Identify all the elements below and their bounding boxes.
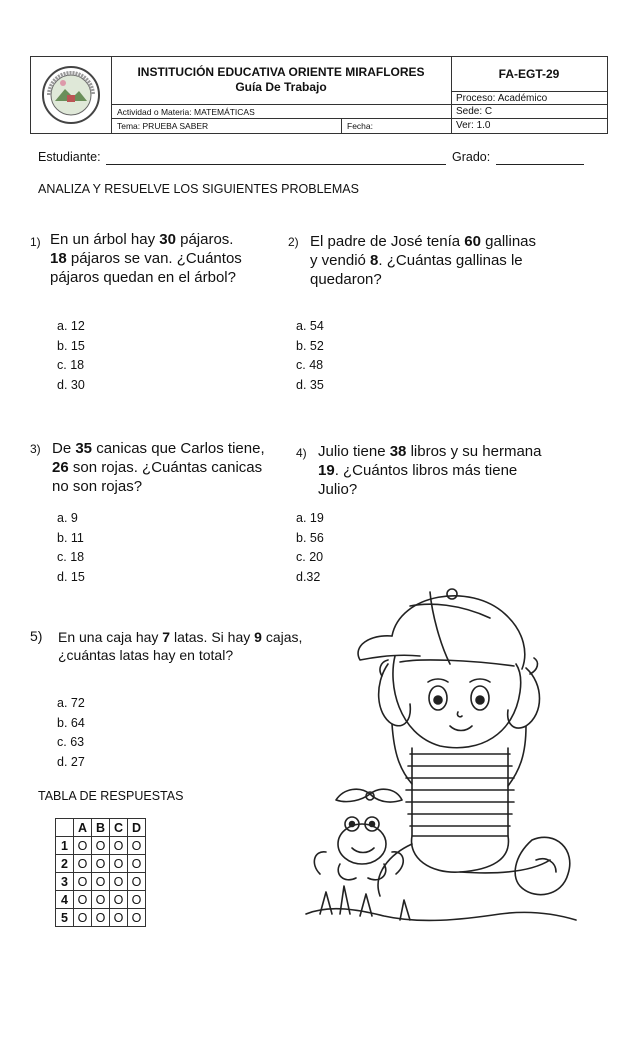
question-5-options bbox=[57, 694, 85, 772]
question-4-line-3: Julio? bbox=[318, 481, 358, 498]
column-b: B bbox=[92, 819, 110, 837]
question-4-text bbox=[318, 442, 618, 499]
row-number: 3 bbox=[56, 873, 74, 891]
answer-bubble[interactable]: O bbox=[128, 873, 146, 891]
option-d[interactable]: d.32 bbox=[296, 569, 321, 584]
answer-bubble[interactable]: O bbox=[74, 873, 92, 891]
question-2-number: 2) bbox=[288, 235, 299, 249]
answer-row-3 bbox=[56, 873, 146, 891]
question-3-line-1: De 35 canicas que Carlos tiene, bbox=[52, 440, 265, 457]
site-label: Sede: C bbox=[456, 106, 493, 117]
option-a[interactable]: a. 12 bbox=[57, 319, 85, 333]
question-3-line-2: 26 son rojas. ¿Cuántas canicas bbox=[52, 459, 263, 476]
version-label: Ver: 1.0 bbox=[456, 120, 491, 131]
option-c[interactable]: c. 18 bbox=[57, 358, 85, 372]
question-5-text bbox=[58, 628, 318, 664]
row-number: 4 bbox=[56, 891, 74, 909]
question-5-line-2: ¿cuántas latas hay en total? bbox=[58, 647, 234, 663]
option-c[interactable]: c. 20 bbox=[296, 550, 324, 564]
activity-label: Actividad o Materia: MATEMÁTICAS bbox=[117, 107, 255, 117]
question-2-line-3: quedaron? bbox=[310, 271, 382, 288]
date-label: Fecha: bbox=[347, 121, 373, 131]
option-a[interactable]: a. 72 bbox=[57, 696, 85, 710]
option-c[interactable]: c. 63 bbox=[57, 735, 85, 749]
answer-bubble[interactable]: O bbox=[74, 909, 92, 927]
row-number: 1 bbox=[56, 837, 74, 855]
column-a: A bbox=[74, 819, 92, 837]
answer-bubble[interactable]: O bbox=[110, 855, 128, 873]
grade-blank[interactable] bbox=[496, 164, 584, 165]
process-label: Proceso: Académico bbox=[456, 93, 548, 104]
question-1-line-3: pájaros quedan en el árbol? bbox=[50, 269, 236, 286]
answer-bubble[interactable]: O bbox=[110, 909, 128, 927]
question-3-line-3: no son rojas? bbox=[52, 478, 143, 495]
answer-table bbox=[55, 818, 146, 927]
option-b[interactable]: b. 64 bbox=[57, 715, 85, 730]
institution-name: INSTITUCIÓN EDUCATIVA ORIENTE MIRAFLORES bbox=[137, 65, 425, 79]
option-d[interactable]: d. 30 bbox=[57, 377, 85, 392]
option-a[interactable]: a. 9 bbox=[57, 511, 78, 525]
row-number: 2 bbox=[56, 855, 74, 873]
header-table bbox=[30, 56, 608, 134]
question-1-text bbox=[50, 230, 290, 287]
question-1-line-2: 18 pájaros se van. ¿Cuántos bbox=[50, 250, 242, 267]
option-a[interactable]: a. 54 bbox=[296, 319, 324, 333]
answer-bubble[interactable]: O bbox=[128, 909, 146, 927]
option-d[interactable]: d. 27 bbox=[57, 754, 85, 769]
option-c[interactable]: c. 48 bbox=[296, 358, 324, 372]
option-d[interactable]: d. 35 bbox=[296, 377, 324, 392]
answer-bubble[interactable]: O bbox=[128, 891, 146, 909]
answer-bubble[interactable]: O bbox=[92, 855, 110, 873]
question-4-line-2: 19. ¿Cuántos libros más tiene bbox=[318, 462, 518, 479]
instructions-heading: ANALIZA Y RESUELVE LOS SIGUIENTES PROBLEMAS bbox=[38, 182, 359, 196]
question-5-line-1: En una caja hay 7 latas. Si hay 9 cajas, bbox=[58, 629, 303, 645]
question-1-line-1: En un árbol hay 30 pájaros. bbox=[50, 231, 234, 248]
question-4-line-1: Julio tiene 38 libros y su hermana bbox=[318, 443, 542, 460]
question-3-text bbox=[52, 439, 292, 496]
corner-cell bbox=[56, 819, 74, 837]
answer-row-1 bbox=[56, 837, 146, 855]
answer-bubble[interactable]: O bbox=[110, 891, 128, 909]
answer-bubble[interactable]: O bbox=[128, 837, 146, 855]
answer-bubble[interactable]: O bbox=[128, 855, 146, 873]
option-b[interactable]: b. 11 bbox=[57, 530, 84, 545]
option-b[interactable]: b. 52 bbox=[296, 338, 324, 353]
boy-illustration bbox=[300, 574, 578, 934]
answer-bubble[interactable]: O bbox=[92, 891, 110, 909]
student-name-blank[interactable] bbox=[106, 164, 446, 165]
grade-label: Grado: bbox=[452, 150, 491, 164]
answer-row-4 bbox=[56, 891, 146, 909]
document-type: Guía De Trabajo bbox=[235, 80, 327, 94]
question-1-number: 1) bbox=[30, 235, 41, 249]
school-logo bbox=[41, 65, 101, 125]
student-label: Estudiante: bbox=[38, 150, 101, 164]
answer-bubble[interactable]: O bbox=[74, 855, 92, 873]
column-d: D bbox=[128, 819, 146, 837]
answer-bubble[interactable]: O bbox=[74, 891, 92, 909]
question-1-options bbox=[57, 317, 85, 395]
option-b[interactable]: b. 56 bbox=[296, 530, 324, 545]
answer-table-header bbox=[56, 819, 146, 837]
answer-bubble[interactable]: O bbox=[110, 837, 128, 855]
question-2-line-1: El padre de José tenía 60 gallinas bbox=[310, 233, 537, 250]
document-code: FA-EGT-29 bbox=[498, 67, 560, 81]
topic-label: Tema: PRUEBA SABER bbox=[117, 121, 209, 131]
answer-bubble[interactable]: O bbox=[92, 873, 110, 891]
question-2-options bbox=[296, 317, 324, 395]
question-2-text bbox=[310, 232, 610, 289]
question-5-number: 5) bbox=[30, 628, 43, 644]
option-c[interactable]: c. 18 bbox=[57, 550, 85, 564]
column-c: C bbox=[110, 819, 128, 837]
answer-row-5 bbox=[56, 909, 146, 927]
answer-table-title: TABLA DE RESPUESTAS bbox=[38, 789, 184, 803]
option-d[interactable]: d. 15 bbox=[57, 569, 85, 584]
option-a[interactable]: a. 19 bbox=[296, 511, 324, 525]
question-2-line-2: y vendió 8. ¿Cuántas gallinas le bbox=[310, 252, 523, 269]
answer-bubble[interactable]: O bbox=[110, 873, 128, 891]
question-4-number: 4) bbox=[296, 446, 307, 460]
answer-bubble[interactable]: O bbox=[74, 837, 92, 855]
answer-row-2 bbox=[56, 855, 146, 873]
question-3-options bbox=[57, 509, 85, 587]
question-3-number: 3) bbox=[30, 442, 41, 456]
row-number: 5 bbox=[56, 909, 74, 927]
option-b[interactable]: b. 15 bbox=[57, 338, 85, 353]
answer-bubble[interactable]: O bbox=[92, 837, 110, 855]
answer-bubble[interactable]: O bbox=[92, 909, 110, 927]
